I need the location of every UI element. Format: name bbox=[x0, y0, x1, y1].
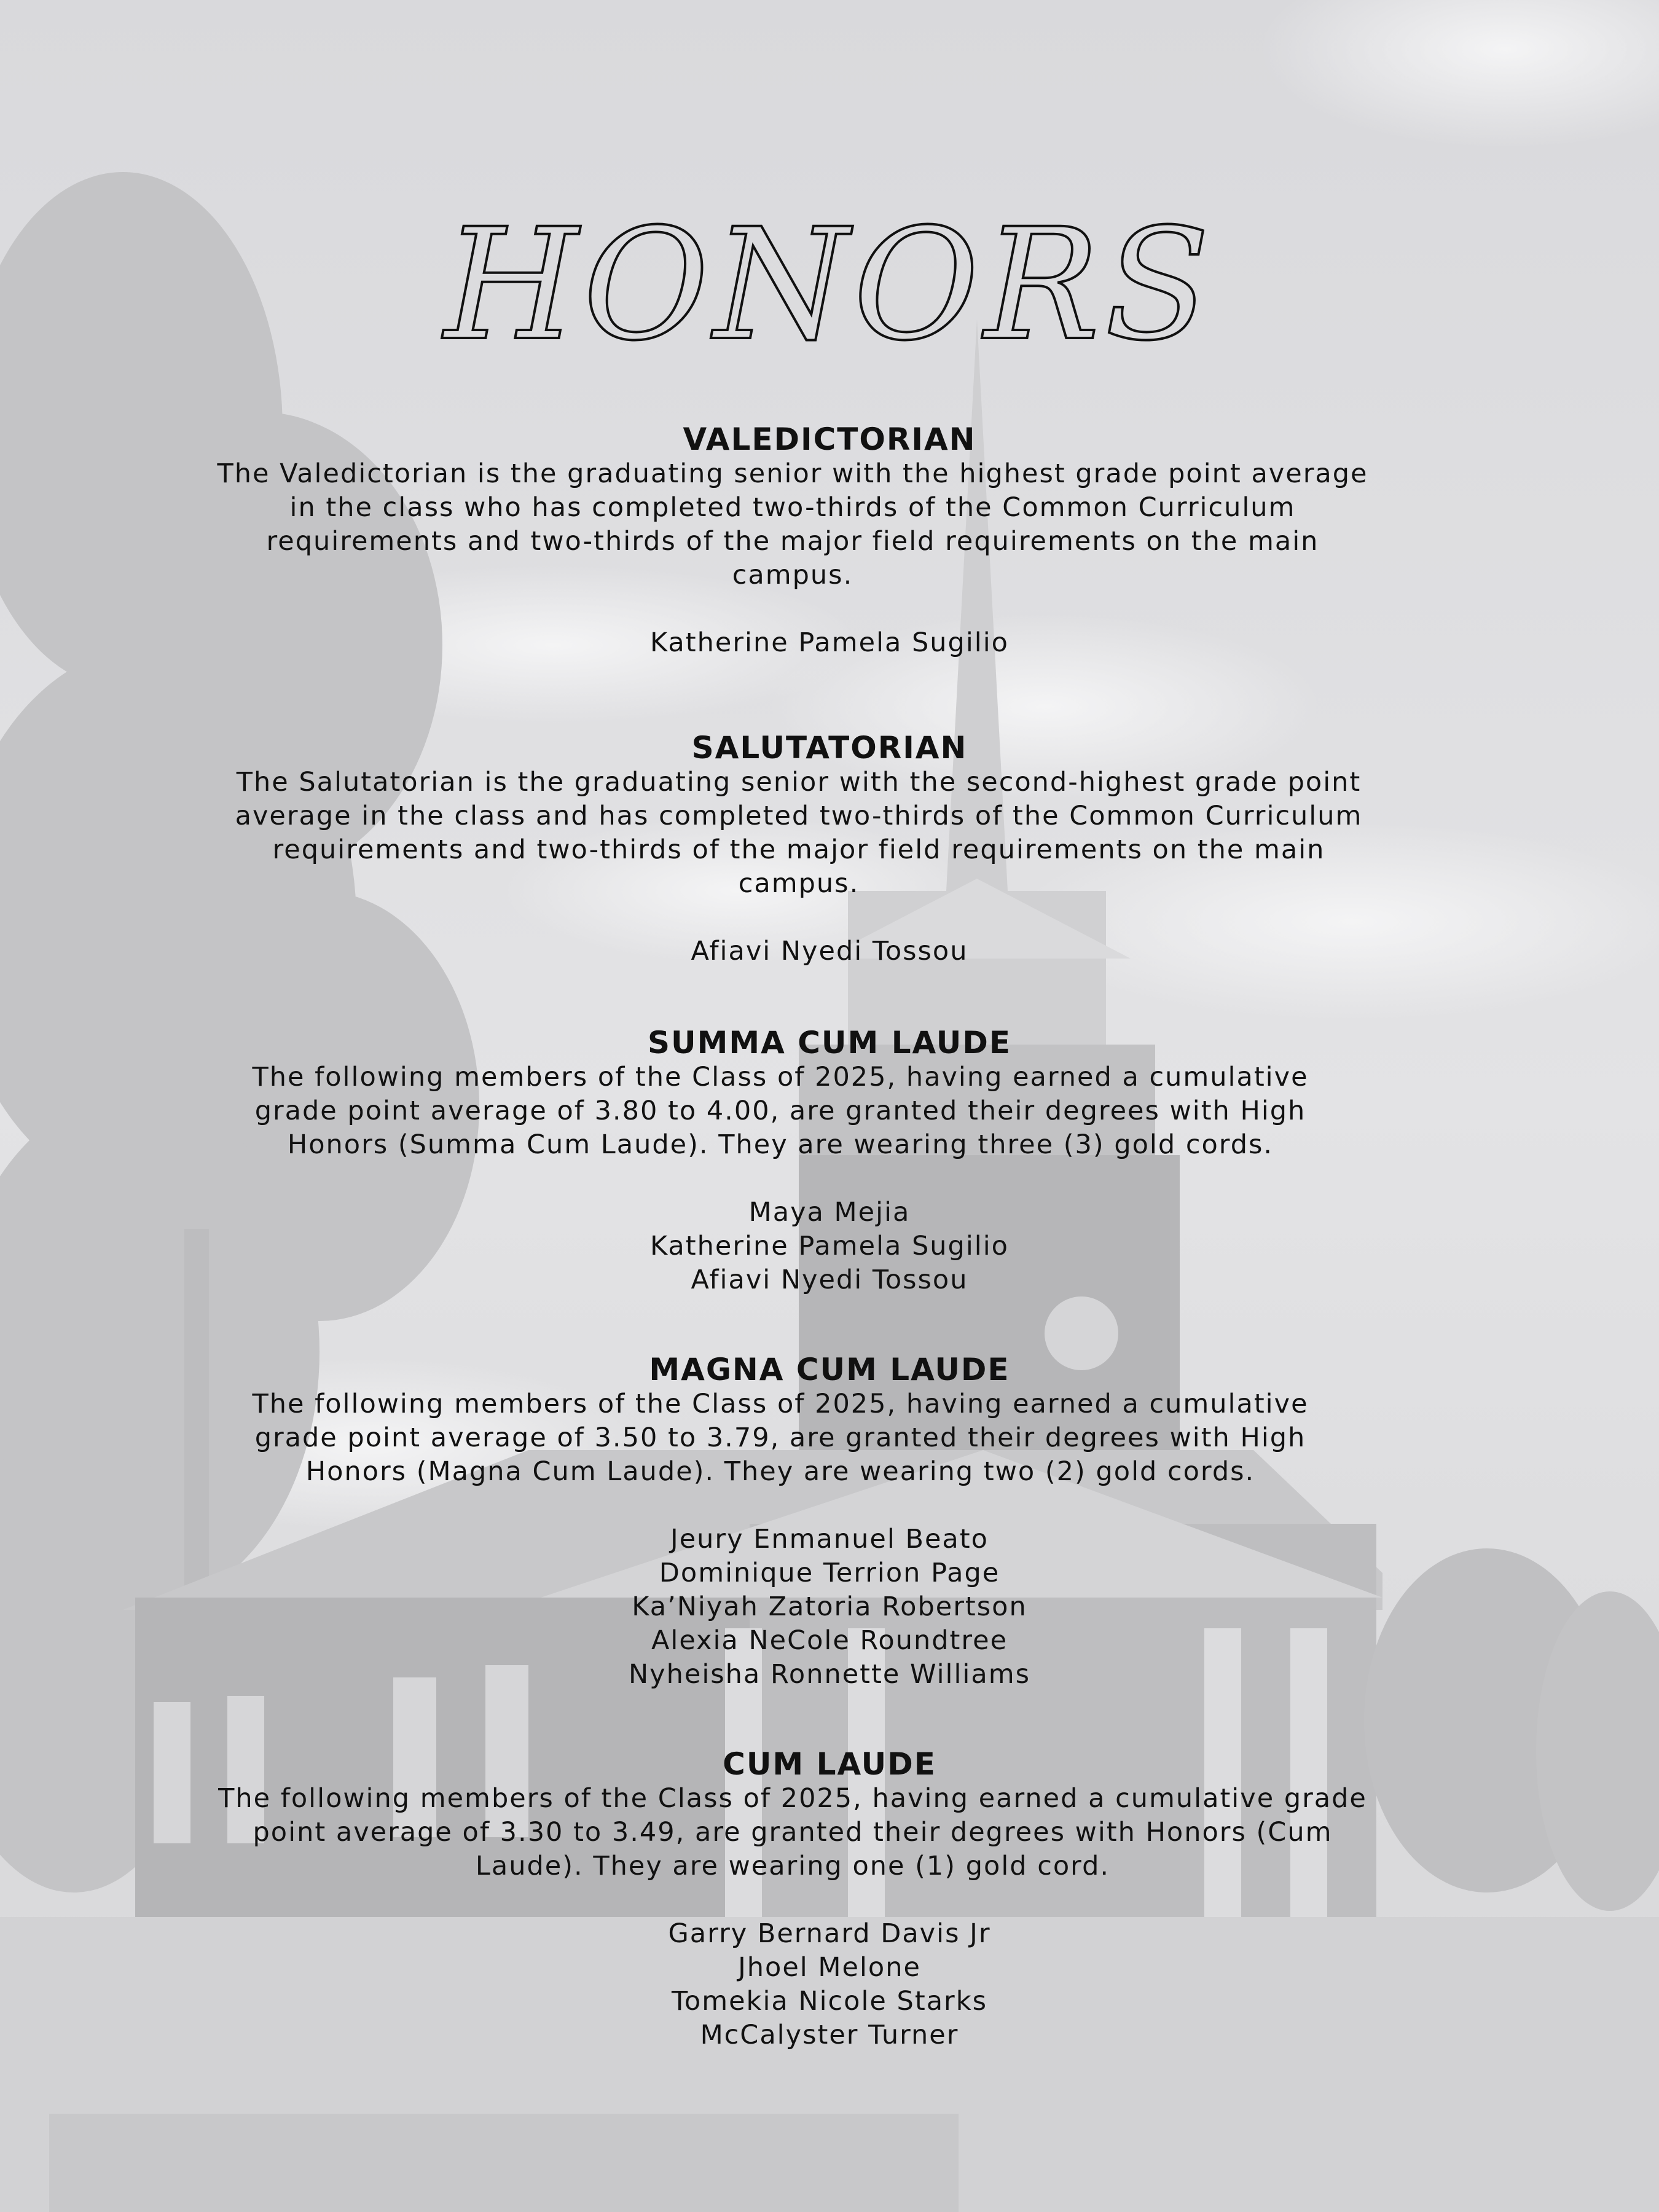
honoree-name: Tomekia Nicole Starks bbox=[671, 1986, 988, 2017]
section-heading: SUMMA CUM LAUDE bbox=[648, 1025, 1011, 1061]
honoree-name: Alexia NeCole Roundtree bbox=[651, 1625, 1008, 1656]
honoree-name: Afiavi Nyedi Tossou bbox=[691, 1265, 968, 1295]
honoree-name: Jeury Enmanuel Beato bbox=[670, 1524, 989, 1555]
honors-title-text: HONORS bbox=[444, 195, 1215, 374]
honoree-name: Afiavi Nyedi Tossou bbox=[691, 936, 968, 967]
name-list bbox=[215, 626, 1444, 660]
section-description: The following members of the Class of 2025, having earned a cumulative grade point average of 3.30 to 3.49, are granted their degrees with Honors (Cum Laude). They are wearing one (1) gold cord. bbox=[218, 1783, 1367, 1881]
honoree-name: Dominique Terrion Page bbox=[659, 1558, 1000, 1588]
honoree-name: Katherine Pamela Sugilio bbox=[649, 627, 1009, 658]
name-list bbox=[215, 935, 1444, 968]
section-description: The Valedictorian is the graduating senior with the highest grade point average in the class who has completed two-thirds of the Common Curriculum requirements and two-thirds of the major field requirements on the main campus. bbox=[217, 458, 1368, 590]
honoree-name: McCalyster Turner bbox=[700, 2020, 959, 2050]
section-magna-cum-laude bbox=[215, 1352, 1444, 1692]
section-salutatorian bbox=[215, 730, 1444, 968]
section-heading: VALEDICTORIAN bbox=[683, 422, 976, 457]
section-heading: CUM LAUDE bbox=[723, 1746, 936, 1782]
section-valedictorian bbox=[215, 422, 1444, 660]
section-description: The following members of the Class of 2025, having earned a cumulative grade point average of 3.50 to 3.79, are granted their degrees with High Honors (Magna Cum Laude). They are wearing two (2) gold cords. bbox=[252, 1389, 1309, 1487]
name-list bbox=[215, 1523, 1444, 1692]
honoree-name: Jhoel Melone bbox=[738, 1952, 921, 1983]
honoree-name: Ka’Niyah Zatoria Robertson bbox=[632, 1591, 1027, 1622]
section-summa-cum-laude bbox=[215, 1025, 1444, 1297]
honoree-name: Nyheisha Ronnette Williams bbox=[629, 1659, 1030, 1690]
section-description: The following members of the Class of 2025, having earned a cumulative grade point average of 3.80 to 4.00, are granted their degrees with High Honors (Summa Cum Laude). They are wearing three (3) gold cords. bbox=[252, 1062, 1309, 1160]
honoree-name: Katherine Pamela Sugilio bbox=[649, 1231, 1009, 1261]
name-list bbox=[215, 1917, 1444, 2052]
section-cum-laude bbox=[215, 1746, 1444, 2052]
honoree-name: Garry Bernard Davis Jr bbox=[668, 1918, 991, 1949]
section-heading: MAGNA CUM LAUDE bbox=[649, 1352, 1010, 1387]
honors-title bbox=[444, 184, 1215, 381]
section-heading: SALUTATORIAN bbox=[691, 730, 968, 766]
name-list bbox=[215, 1196, 1444, 1297]
honoree-name: Maya Mejia bbox=[748, 1197, 911, 1228]
section-description: The Salutatorian is the graduating senior with the second-highest grade point average in the class and has completed two-thirds of the Common Curriculum requirements and two-thirds of the major field requirements on the main campus. bbox=[235, 767, 1363, 899]
